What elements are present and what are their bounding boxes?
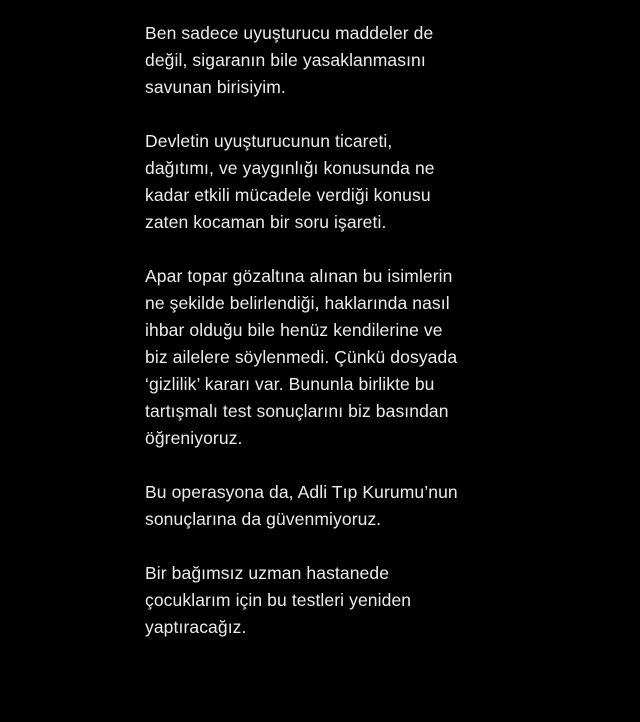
text-line: yaptıracağız. xyxy=(145,617,247,637)
text-line: öğreniyoruz. xyxy=(145,428,243,448)
text-line: Devletin uyuşturucunun ticareti, xyxy=(145,131,393,151)
text-line: savunan birisiyim. xyxy=(145,77,286,97)
text-line: çocuklarım için bu testleri yeniden xyxy=(145,590,412,610)
text-line: ne şekilde belirlendiği, haklarında nasıl xyxy=(145,293,450,313)
text-line: sonuçlarına da güvenmiyoruz. xyxy=(145,509,382,529)
text-line: Bu operasyona da, Adli Tıp Kurumu’nun xyxy=(145,482,458,502)
paragraph-1 xyxy=(145,20,525,101)
text-line: zaten kocaman bir soru işareti. xyxy=(145,212,387,232)
paragraph-5 xyxy=(145,560,525,641)
paragraph-3 xyxy=(145,263,525,452)
text-line: tartışmalı test sonuçlarını biz basından xyxy=(145,401,449,421)
text-line: Ben sadece uyuşturucu maddeler de xyxy=(145,23,434,43)
text-line: Apar topar gözaltına alınan bu isimlerin xyxy=(145,266,453,286)
statement-text xyxy=(145,20,525,668)
paragraph-2 xyxy=(145,128,525,236)
text-line: ihbar olduğu bile henüz kendilerine ve xyxy=(145,320,443,340)
text-line: kadar etkili mücadele verdiği konusu xyxy=(145,185,431,205)
text-line: dağıtımı, ve yaygınlığı konusunda ne xyxy=(145,158,435,178)
text-line: Bir bağımsız uzman hastanede xyxy=(145,563,390,583)
text-line: değil, sigaranın bile yasaklanmasını xyxy=(145,50,426,70)
paragraph-4 xyxy=(145,479,525,533)
text-line: biz ailelere söylenmedi. Çünkü dosyada xyxy=(145,347,458,367)
text-line: ‘gizlilik’ kararı var. Bununla birlikte bu xyxy=(145,374,435,394)
